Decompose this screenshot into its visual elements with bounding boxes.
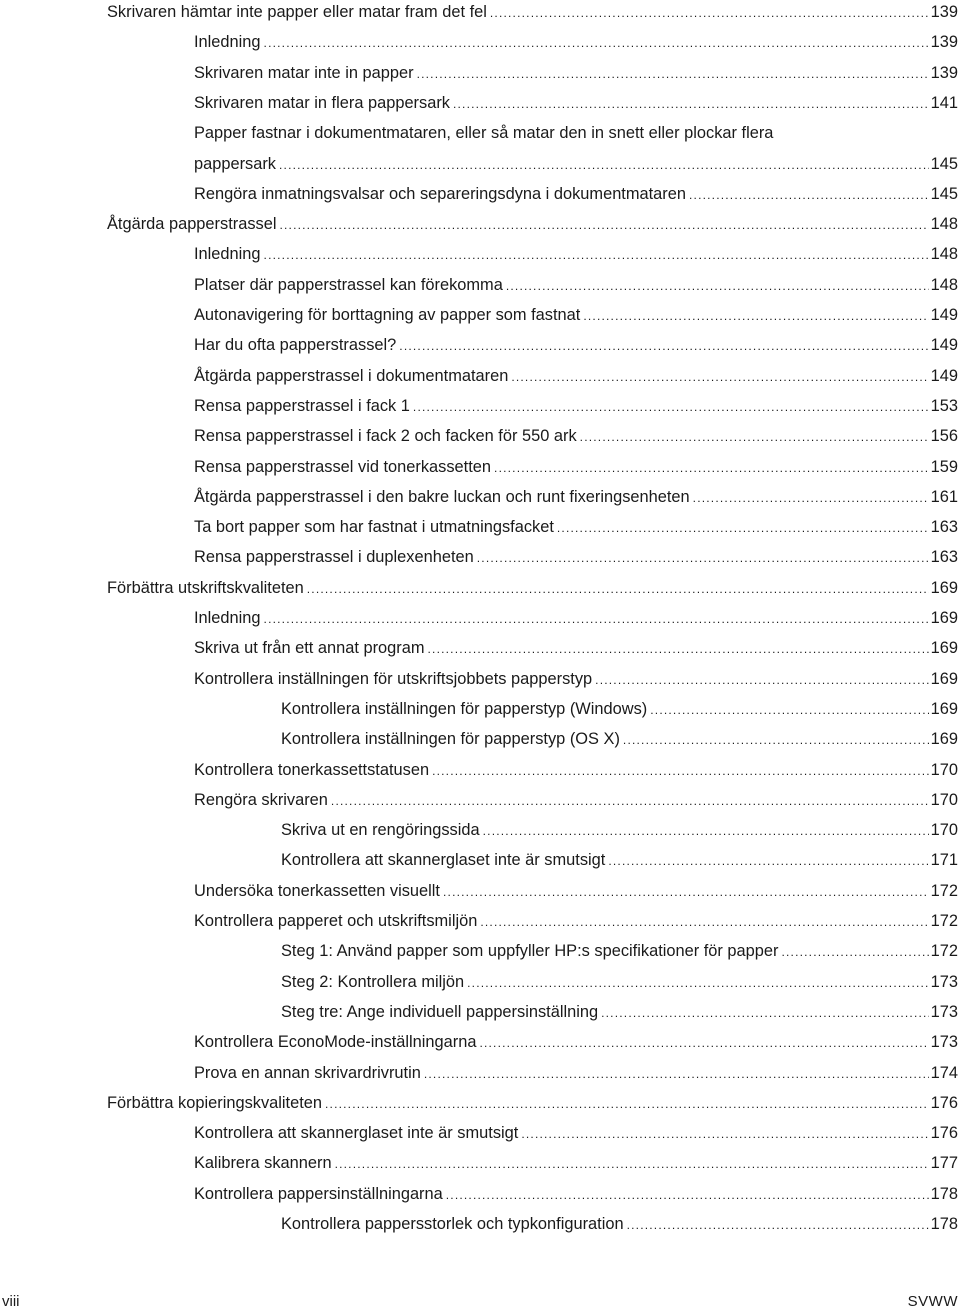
- toc-entry-title: pappersark: [194, 154, 277, 173]
- toc-entry-page: 159: [930, 457, 958, 476]
- toc-entry-page: 170: [930, 790, 958, 809]
- toc-dot-leader: [521, 1123, 928, 1145]
- toc-entry[interactable]: [281, 1001, 958, 1023]
- toc-entry-title: Autonavigering för borttagning av papper som fastnat: [194, 306, 581, 324]
- toc-entry-title: Kontrollera pappersinställningarna: [194, 1184, 443, 1203]
- toc-entry[interactable]: [194, 546, 958, 568]
- toc-dot-leader: [264, 608, 929, 630]
- toc-entry-title: Har du ofta papperstrassel?: [194, 336, 397, 355]
- toc-dot-leader: [479, 1032, 928, 1054]
- toc-entry-page: 176: [930, 1093, 958, 1112]
- toc-entry-title: Rengöra inmatningsvalsar och separeringsdyna i dokumentmataren: [194, 184, 686, 203]
- toc-dot-leader: [623, 729, 929, 751]
- toc-dot-leader: [446, 1184, 929, 1206]
- toc-dot-leader: [307, 578, 929, 600]
- toc-entry-page: 169: [930, 639, 958, 658]
- toc-entry-title: Inledning: [194, 245, 261, 264]
- toc-entry-page: 177: [930, 1154, 958, 1173]
- toc-entry-title: Prova en annan skrivardrivrutin: [194, 1063, 421, 1082]
- toc-entry[interactable]: [281, 849, 958, 871]
- toc-entry-page: 163: [930, 518, 958, 537]
- toc-entry-title: Inledning: [194, 609, 261, 627]
- toc-entry[interactable]: [194, 274, 958, 296]
- toc-dot-leader: [595, 669, 928, 691]
- toc-dot-leader: [627, 1214, 929, 1236]
- toc-entry[interactable]: [281, 819, 958, 841]
- footer-page-number: viii: [2, 1293, 20, 1310]
- toc-dot-leader: [693, 487, 929, 509]
- toc-entry-page: 148: [930, 275, 958, 294]
- toc-entry-page: 163: [930, 548, 958, 567]
- toc-entry[interactable]: [194, 1031, 958, 1053]
- toc-entry-page: 149: [930, 306, 958, 324]
- toc-dot-leader: [279, 214, 928, 236]
- toc-entry-page: 145: [930, 184, 958, 203]
- toc-entry-title: Åtgärda papperstrassel i den bakre luckan och runt fixeringsenheten: [194, 487, 690, 506]
- toc-entry[interactable]: [194, 486, 958, 508]
- toc-entry-title: Förbättra utskriftskvaliteten: [107, 578, 304, 597]
- toc-dot-leader: [325, 1093, 929, 1115]
- toc-entry-page: 148: [930, 215, 958, 234]
- toc-entry-page: 169: [930, 699, 958, 718]
- toc-entry-title: Kontrollera inställningen för papperstyp (OS X): [281, 730, 620, 749]
- toc-entry[interactable]: [281, 728, 958, 750]
- toc-entry[interactable]: [194, 153, 958, 175]
- toc-entry-title: Kontrollera tonerkassettstatusen: [194, 760, 430, 779]
- toc-entry-page: 170: [930, 821, 958, 840]
- toc-entry-title: Steg tre: Ange individuell pappersinställning: [281, 1002, 599, 1021]
- toc-entry-title: Kontrollera EconoMode-inställningarna: [194, 1033, 477, 1052]
- toc-entry-title: Kontrollera inställningen för utskriftsjobbets papperstyp: [194, 669, 593, 688]
- toc-entry[interactable]: [107, 577, 958, 599]
- toc-entry-title: Kontrollera att skannerglaset inte är smutsigt: [194, 1124, 519, 1143]
- toc-entry-title: Ta bort papper som har fastnat i utmatningsfacket: [194, 518, 554, 537]
- toc-entry-title: Skriva ut en rengöringssida: [281, 821, 480, 840]
- toc-entry[interactable]: [194, 759, 958, 781]
- toc-entry-page: 156: [930, 427, 958, 446]
- toc-entry-page: 173: [930, 972, 958, 991]
- toc-entry[interactable]: [194, 395, 958, 417]
- toc-dot-leader: [483, 820, 929, 842]
- toc-dot-leader: [417, 63, 929, 85]
- toc-entry-title: Rensa papperstrassel i fack 2 och facken för 550 ark: [194, 427, 577, 446]
- toc-entry[interactable]: [194, 668, 958, 690]
- toc-dot-leader: [583, 305, 928, 327]
- toc-entry-page: 173: [930, 1002, 958, 1021]
- toc-dot-leader: [601, 1002, 929, 1024]
- toc-entry-page: 170: [930, 760, 958, 779]
- toc-dot-leader: [264, 244, 929, 266]
- toc-dot-leader: [453, 93, 929, 115]
- toc-entry-title: Platser där papperstrassel kan förekomma: [194, 275, 503, 294]
- toc-entry-page: 145: [930, 154, 958, 173]
- toc-entry-title: Inledning: [194, 33, 261, 52]
- toc-dot-leader: [467, 972, 929, 994]
- toc-entry-title: Åtgärda papperstrassel i dokumentmataren: [194, 366, 509, 385]
- toc-dot-leader: [506, 275, 929, 297]
- toc-dot-leader: [335, 1153, 929, 1175]
- toc-entry-title: Steg 1: Använd papper som uppfyller HP:s specifikationer för papper: [281, 942, 779, 961]
- toc-entry-title: Kalibrera skannern: [194, 1154, 332, 1173]
- toc-entry-page: 148: [930, 245, 958, 264]
- toc-dot-leader: [279, 154, 929, 176]
- toc-entry[interactable]: [107, 213, 958, 235]
- toc-dot-leader: [432, 760, 929, 782]
- toc-entry[interactable]: [194, 456, 958, 478]
- toc-entry-title: Kontrollera inställningen för papperstyp (Windows): [281, 699, 648, 718]
- toc-entry-title: Skrivaren matar inte in papper: [194, 63, 414, 82]
- toc-dot-leader: [650, 699, 928, 721]
- toc-dot-leader: [413, 396, 929, 418]
- toc-entry[interactable]: [194, 92, 958, 114]
- toc-entry-title: Förbättra kopieringskvaliteten: [107, 1093, 323, 1112]
- toc-entry-page: 178: [930, 1215, 958, 1233]
- toc-entry-title: Rensa papperstrassel vid tonerkassetten: [194, 457, 492, 476]
- toc-dot-leader: [428, 638, 929, 660]
- toc-entry-page: 172: [930, 912, 958, 930]
- toc-entry-title: Skrivaren matar in flera pappersark: [194, 93, 450, 112]
- toc-dot-leader: [443, 881, 929, 903]
- toc-dot-leader: [608, 850, 928, 872]
- toc-entry[interactable]: [281, 698, 958, 720]
- toc-entry-title: Rensa papperstrassel i fack 1: [194, 396, 410, 415]
- toc-entry-page: 149: [930, 336, 958, 355]
- toc-entry-page: 139: [930, 63, 958, 82]
- toc-entry[interactable]: [107, 1092, 958, 1114]
- toc-entry-title: Skriva ut från ett annat program: [194, 639, 425, 658]
- toc-entry-title: Rensa papperstrassel i duplexenheten: [194, 548, 474, 567]
- toc-entry-page: 178: [930, 1184, 958, 1203]
- toc-entry-title: Kontrollera att skannerglaset inte är smutsigt: [281, 851, 606, 870]
- toc-entry[interactable]: [194, 62, 958, 84]
- toc-entry[interactable]: [281, 1213, 958, 1235]
- toc-entry-page: 173: [930, 1033, 958, 1052]
- toc-entry[interactable]: [194, 183, 958, 205]
- toc-entry[interactable]: [194, 304, 958, 326]
- toc-entry-title: Skrivaren hämtar inte papper eller matar fram det fel: [107, 3, 487, 21]
- toc-dot-leader: [331, 790, 929, 812]
- toc-entry-title-line[interactable]: Papper fastnar i dokumentmataren, eller så matar den in snett eller plockar flera: [194, 124, 774, 143]
- toc-entry[interactable]: [194, 1062, 958, 1084]
- toc-entry[interactable]: [194, 1183, 958, 1205]
- toc-entry[interactable]: [194, 31, 958, 53]
- toc-dot-leader: [264, 32, 929, 54]
- toc-entry[interactable]: [194, 365, 958, 387]
- toc-entry[interactable]: [194, 910, 958, 932]
- toc-entry-page: 169: [930, 669, 958, 688]
- toc-dot-leader: [480, 911, 928, 933]
- toc-dot-leader: [477, 547, 929, 569]
- toc-entry-page: 149: [930, 366, 958, 385]
- toc-dot-leader: [557, 517, 929, 539]
- toc-entry[interactable]: [194, 880, 958, 902]
- toc-entry[interactable]: [194, 637, 958, 659]
- toc-entry-page: 174: [930, 1063, 958, 1082]
- toc-entry-title: Kontrollera papperet och utskriftsmiljön: [194, 912, 478, 930]
- toc-dot-leader: [580, 426, 929, 448]
- toc-entry[interactable]: [281, 940, 958, 962]
- toc-entry[interactable]: [194, 1122, 958, 1144]
- toc-entry-page: 169: [930, 609, 958, 627]
- toc-entry-page: 139: [930, 33, 958, 52]
- toc-entry-page: 153: [930, 396, 958, 415]
- toc-dot-leader: [399, 335, 928, 357]
- toc-entry[interactable]: [194, 425, 958, 447]
- toc-entry[interactable]: [194, 243, 958, 265]
- toc-dot-leader: [689, 184, 929, 206]
- toc-entry[interactable]: [194, 607, 958, 629]
- toc-entry-title: Rengöra skrivaren: [194, 790, 328, 809]
- toc-entry[interactable]: [194, 516, 958, 538]
- toc-entry-page: 172: [930, 881, 958, 900]
- toc-dot-leader: [424, 1063, 929, 1085]
- toc-entry[interactable]: [107, 1, 958, 23]
- toc-dot-leader: [511, 366, 928, 388]
- toc-entry-title: Undersöka tonerkassetten visuellt: [194, 881, 440, 900]
- toc-entry-page: 176: [930, 1124, 958, 1143]
- toc-entry-page: 171: [930, 851, 958, 870]
- toc-entry-title: Åtgärda papperstrassel: [107, 215, 277, 234]
- toc-entry[interactable]: [194, 334, 958, 356]
- toc-dot-leader: [490, 2, 929, 24]
- toc-entry-page: 141: [930, 93, 958, 112]
- toc-dot-leader: [781, 941, 928, 963]
- toc-entry-page: 169: [930, 578, 958, 597]
- footer-product-code: SVWW: [907, 1293, 958, 1310]
- toc-entry-title: Kontrollera pappersstorlek och typkonfiguration: [281, 1215, 624, 1233]
- toc-entry-page: 161: [930, 487, 958, 506]
- toc-entry-page: 139: [930, 3, 958, 21]
- toc-entry[interactable]: [194, 789, 958, 811]
- toc-entry-title: Steg 2: Kontrollera miljön: [281, 972, 465, 991]
- toc-entry[interactable]: [281, 971, 958, 993]
- toc-dot-leader: [494, 457, 929, 479]
- toc-entry-page: 172: [930, 942, 958, 961]
- toc-entry[interactable]: [194, 1152, 958, 1174]
- toc-entry-page: 169: [930, 730, 958, 749]
